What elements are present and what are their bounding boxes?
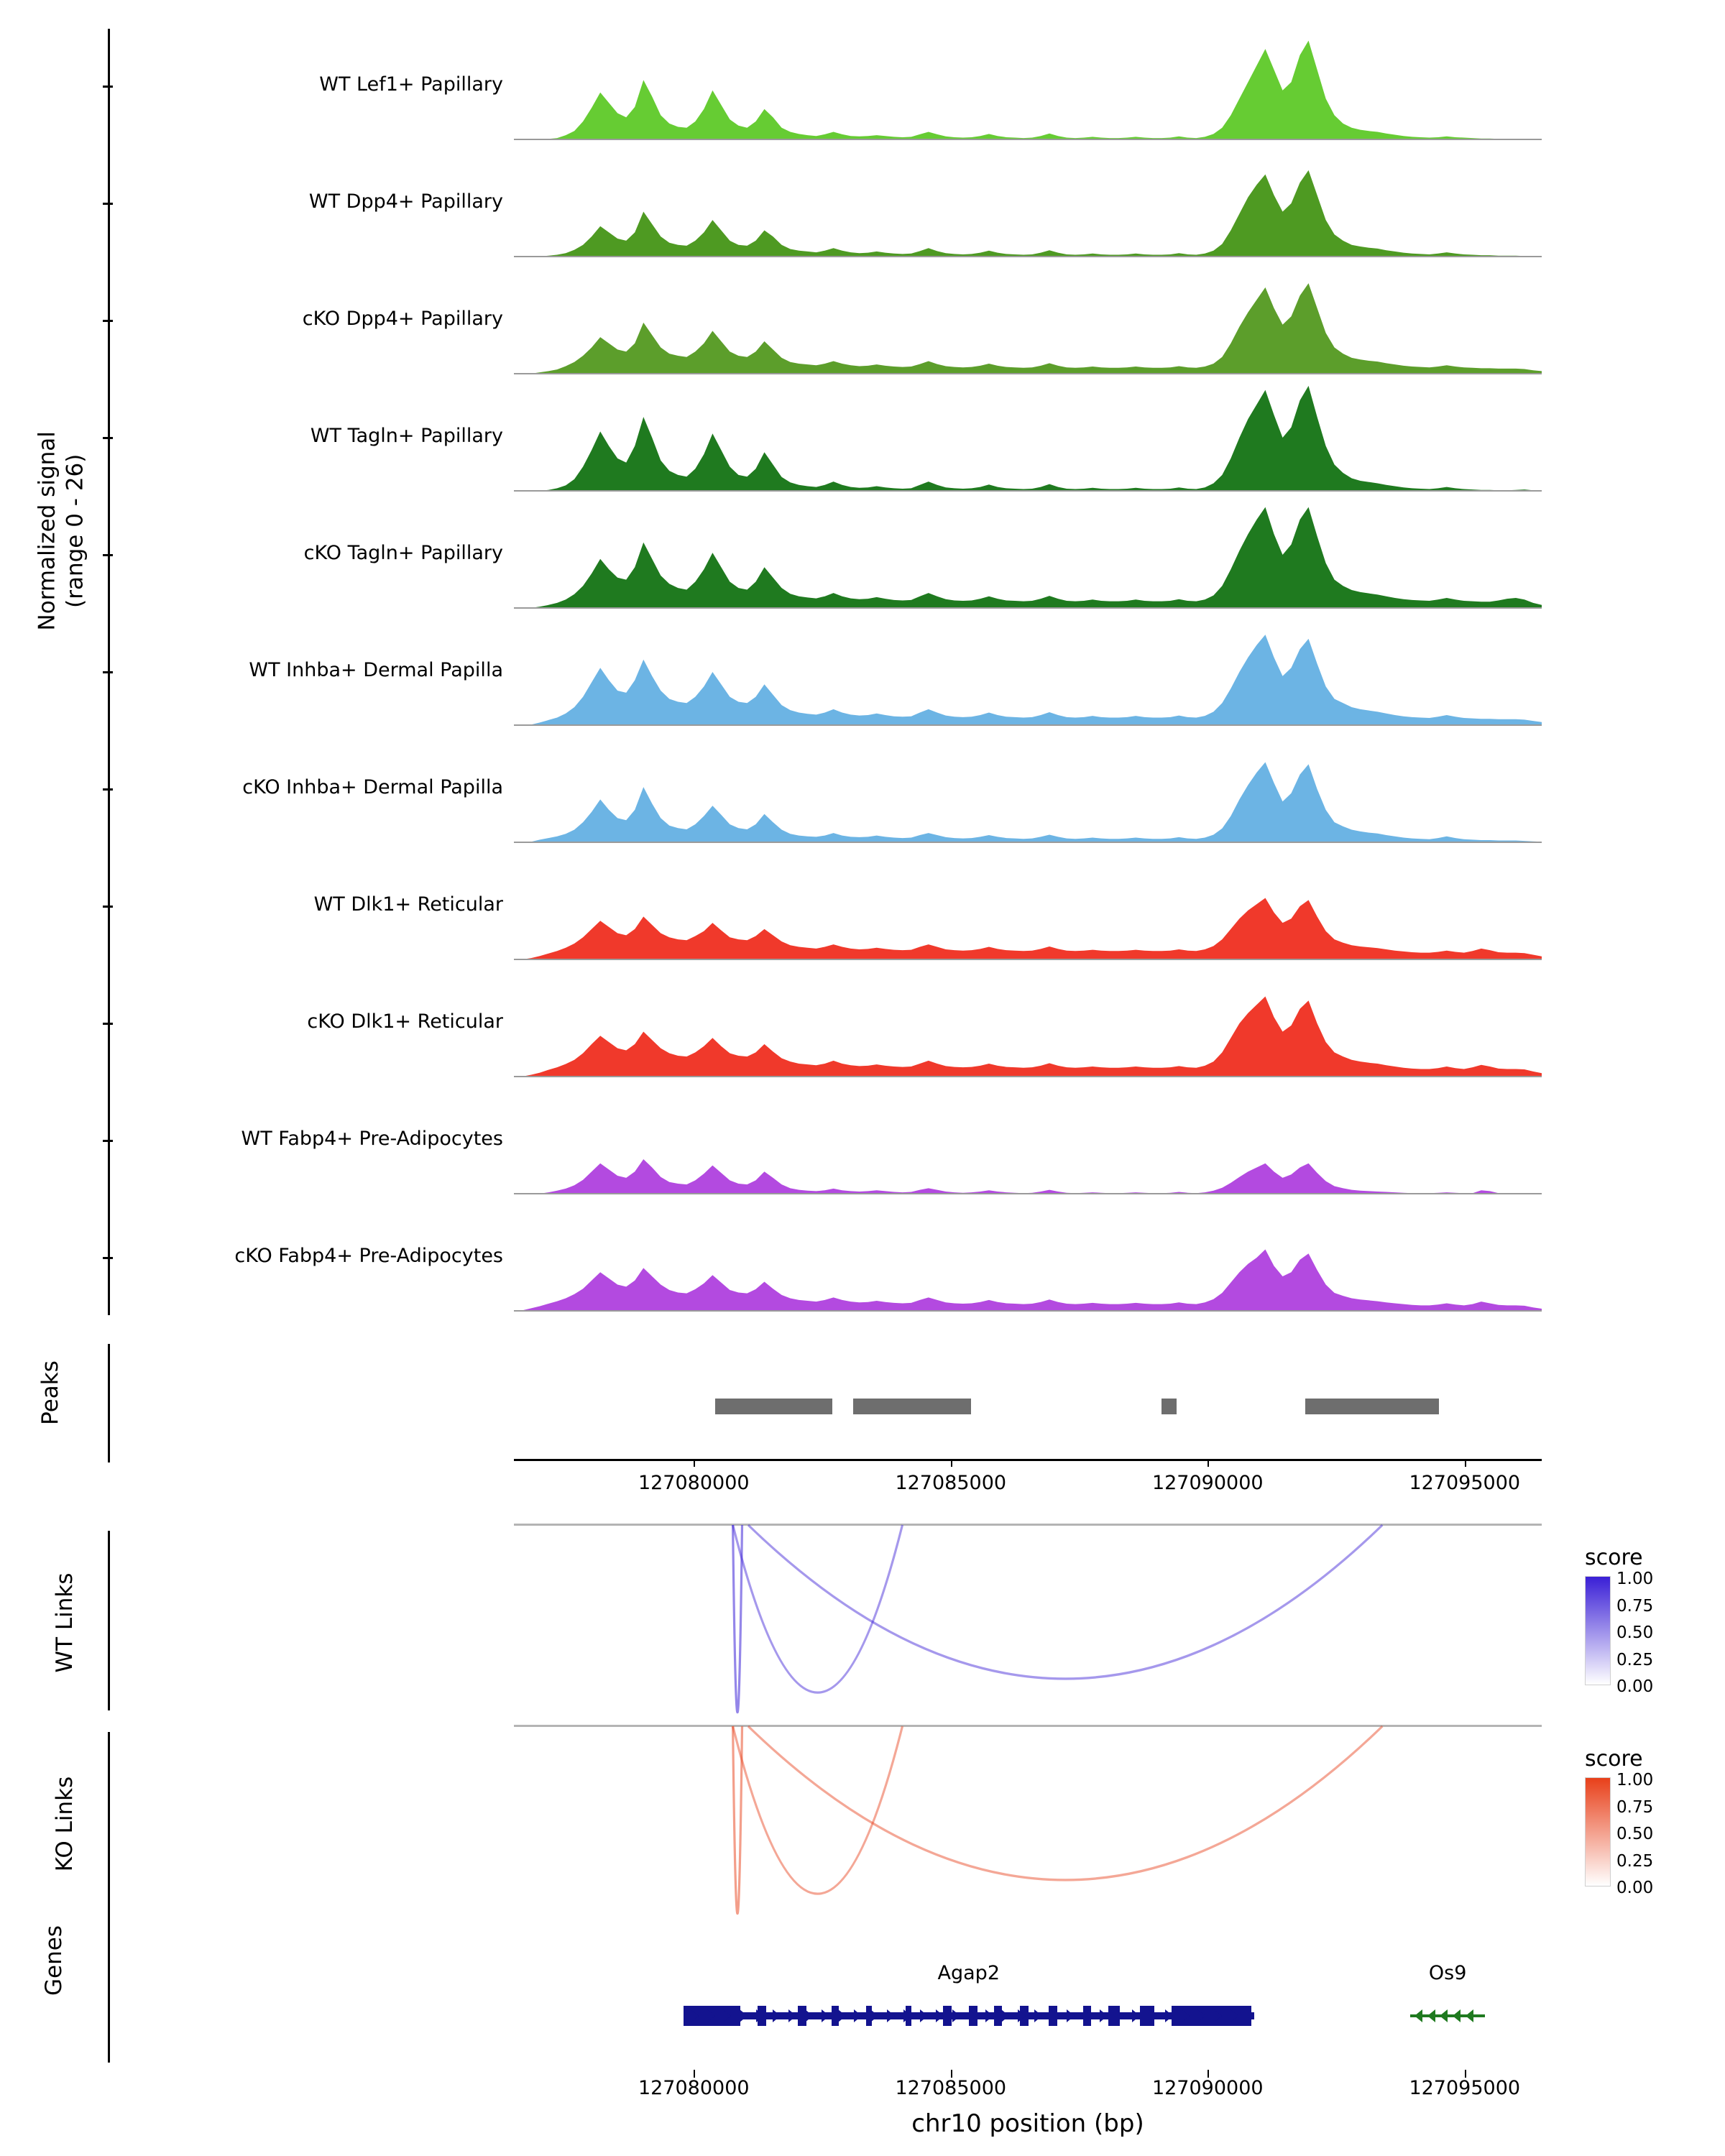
- gene-strand-arrow: [1100, 2009, 1108, 2022]
- coverage-track: [514, 384, 1542, 492]
- y-axis-label-line2: (range 0 - 26): [62, 453, 88, 608]
- gene-strand-arrow: [1214, 2009, 1222, 2022]
- gene-strand-arrow: [1149, 2009, 1156, 2022]
- track-baseline: [514, 842, 1542, 843]
- link-arc: [748, 1525, 1382, 1679]
- coverage-track: [514, 735, 1542, 843]
- coverage-track: [514, 1087, 1542, 1194]
- ko-links-legend: [1585, 1746, 1725, 1897]
- legend-tick-label: 1.00: [1616, 1771, 1654, 1789]
- top-x-axis: [0, 1459, 1725, 1524]
- track-baseline: [514, 724, 1542, 726]
- x-axis-tick: [951, 1459, 952, 1467]
- y-axis-label-line1: Normalized signal: [34, 431, 60, 631]
- peaks-axis-spine: [108, 1344, 110, 1462]
- track-label: cKO Dpp4+ Papillary: [302, 308, 503, 330]
- track-label: WT Inhba+ Dermal Papilla: [249, 659, 503, 681]
- legend-tick-label: 0.00: [1616, 1677, 1654, 1696]
- legend-tick-label: 0.25: [1616, 1851, 1654, 1871]
- x-axis-ticklabel: 127080000: [638, 2077, 750, 2099]
- gene-strand-arrow: [1165, 2009, 1173, 2022]
- gene-strand-arrow: [805, 2009, 813, 2022]
- gene-strand-arrow: [1083, 2009, 1091, 2022]
- x-axis-ticklabel: 127095000: [1409, 1472, 1521, 1494]
- peaks-label: Peaks: [37, 1360, 63, 1425]
- legend-tick-label: 0.25: [1616, 1650, 1654, 1669]
- gene-strand-arrow: [1453, 2009, 1460, 2022]
- gene-strand-arrow: [1067, 2009, 1075, 2022]
- legend-tick-label: 0.75: [1616, 1596, 1654, 1616]
- legend-tick-label: 0.75: [1616, 1797, 1654, 1817]
- x-axis-ticklabel: 127090000: [1151, 1472, 1264, 1494]
- track-baseline: [514, 607, 1542, 609]
- gene-strand-arrow: [691, 2009, 699, 2022]
- link-arc: [733, 1525, 903, 1692]
- x-axis-ticklabel: 127085000: [895, 2077, 1007, 2099]
- link-arc: [733, 1726, 903, 1894]
- coverage-track: [514, 618, 1542, 726]
- gene-strand-arrow: [870, 2009, 878, 2022]
- gene-strand-arrow: [740, 2009, 748, 2022]
- gene-strand-arrow: [788, 2009, 796, 2022]
- track-baseline: [514, 373, 1542, 374]
- track-label: cKO Inhba+ Dermal Papilla: [242, 776, 503, 798]
- gene-strand-arrow: [952, 2009, 960, 2022]
- track-label: WT Fabp4+ Pre-Adipocytes: [241, 1128, 503, 1150]
- gene-strand-arrow: [969, 2009, 977, 2022]
- track-label: cKO Fabp4+ Pre-Adipocytes: [234, 1245, 503, 1267]
- gene-exon: [994, 2006, 1001, 2026]
- genes-axis-spine: [108, 1904, 110, 2063]
- track-baseline: [514, 1310, 1542, 1312]
- wt-links-legend: [1585, 1545, 1725, 1696]
- track-baseline: [514, 139, 1542, 140]
- track-label: WT Dpp4+ Papillary: [308, 190, 503, 213]
- ko-legend-title: score: [1585, 1746, 1643, 1772]
- track-baseline: [514, 256, 1542, 257]
- bottom-x-axis: [0, 2070, 1725, 2156]
- ko-links-label: KO Links: [52, 1776, 78, 1872]
- gene-strand-arrow: [822, 2009, 829, 2022]
- gene-strand-arrow: [838, 2009, 846, 2022]
- gene-strand-arrow: [723, 2009, 731, 2022]
- gene-strand-arrow: [1132, 2009, 1140, 2022]
- coverage-track: [514, 149, 1542, 257]
- coverage-track: [514, 852, 1542, 960]
- gene-label: Os9: [1428, 1962, 1467, 1984]
- x-axis-ticklabel: 127095000: [1409, 2077, 1521, 2099]
- x-axis-tick: [694, 1459, 695, 1467]
- wt-links-axis-spine: [108, 1531, 110, 1710]
- gene-strand-arrow: [756, 2009, 764, 2022]
- ko-legend-colorbar: [1585, 1777, 1611, 1886]
- track-label: cKO Dlk1+ Reticular: [307, 1010, 503, 1033]
- gene-strand-arrow: [773, 2009, 781, 2022]
- y-axis-label: [33, 315, 89, 747]
- legend-tick-label: 0.00: [1616, 1879, 1654, 1897]
- track-label: WT Tagln+ Papillary: [310, 425, 503, 447]
- gene-strand-arrow: [1440, 2009, 1448, 2022]
- peak-region: [715, 1399, 832, 1414]
- coverage-track: [514, 267, 1542, 374]
- gene-exon: [943, 2006, 952, 2026]
- track-baseline: [514, 959, 1542, 960]
- gene-strand-arrow: [920, 2009, 928, 2022]
- peak-region: [1305, 1399, 1439, 1414]
- track-baseline: [514, 490, 1542, 492]
- wt-links-label: WT Links: [52, 1572, 78, 1673]
- peak-region: [1162, 1399, 1177, 1414]
- gene-strand-arrow: [1466, 2009, 1473, 2022]
- track-label: WT Lef1+ Papillary: [319, 73, 503, 96]
- gene-strand-arrow: [936, 2009, 944, 2022]
- gene-strand-arrow: [854, 2009, 862, 2022]
- wt-legend-title: score: [1585, 1545, 1643, 1570]
- gene-strand-arrow: [1051, 2009, 1059, 2022]
- genes-label: Genes: [41, 1925, 67, 1996]
- gene-strand-arrow: [1116, 2009, 1124, 2022]
- gene-strand-arrow: [1197, 2009, 1205, 2022]
- coverage-track: [514, 969, 1542, 1077]
- coverage-track: [514, 501, 1542, 609]
- x-axis-title: chr10 position (bp): [911, 2109, 1144, 2138]
- gene-strand-arrow: [1034, 2009, 1042, 2022]
- gene-strand-arrow: [707, 2009, 715, 2022]
- gene-strand-arrow: [1182, 2009, 1190, 2022]
- gene-strand-arrow: [887, 2009, 895, 2022]
- track-label: cKO Tagln+ Papillary: [303, 542, 503, 564]
- gene-strand-arrow: [1230, 2009, 1238, 2022]
- ko-links-axis-spine: [108, 1732, 110, 1912]
- track-baseline: [514, 1076, 1542, 1077]
- gene-strand-arrow: [1001, 2009, 1009, 2022]
- gene-strand-arrow: [1414, 2009, 1422, 2022]
- x-axis-ticklabel: 127080000: [638, 1472, 750, 1494]
- track-baseline: [514, 1193, 1542, 1194]
- gene-label: Agap2: [937, 1962, 1000, 1984]
- gene-strand-arrow: [1018, 2009, 1026, 2022]
- x-axis-ticklabel: 127085000: [895, 1472, 1007, 1494]
- gene-strand-arrow: [1427, 2009, 1435, 2022]
- gene-strand-arrow: [985, 2009, 993, 2022]
- gene-strand-arrow: [903, 2009, 911, 2022]
- genes-panel: [0, 1897, 1725, 2077]
- legend-tick-label: 0.50: [1616, 1623, 1654, 1642]
- wt-links-panel: [0, 1524, 1725, 1732]
- coverage-track: [514, 32, 1542, 140]
- link-arc: [748, 1726, 1382, 1880]
- x-axis-ticklabel: 127090000: [1151, 2077, 1264, 2099]
- wt-legend-colorbar: [1585, 1576, 1611, 1685]
- peak-region: [853, 1399, 971, 1414]
- legend-tick-label: 0.50: [1616, 1825, 1654, 1843]
- legend-tick-label: 1.00: [1616, 1570, 1654, 1588]
- x-axis-tick: [1465, 1459, 1466, 1467]
- coverage-track: [514, 1204, 1542, 1312]
- x-axis-tick: [1208, 1459, 1209, 1467]
- track-label: WT Dlk1+ Reticular: [313, 893, 503, 916]
